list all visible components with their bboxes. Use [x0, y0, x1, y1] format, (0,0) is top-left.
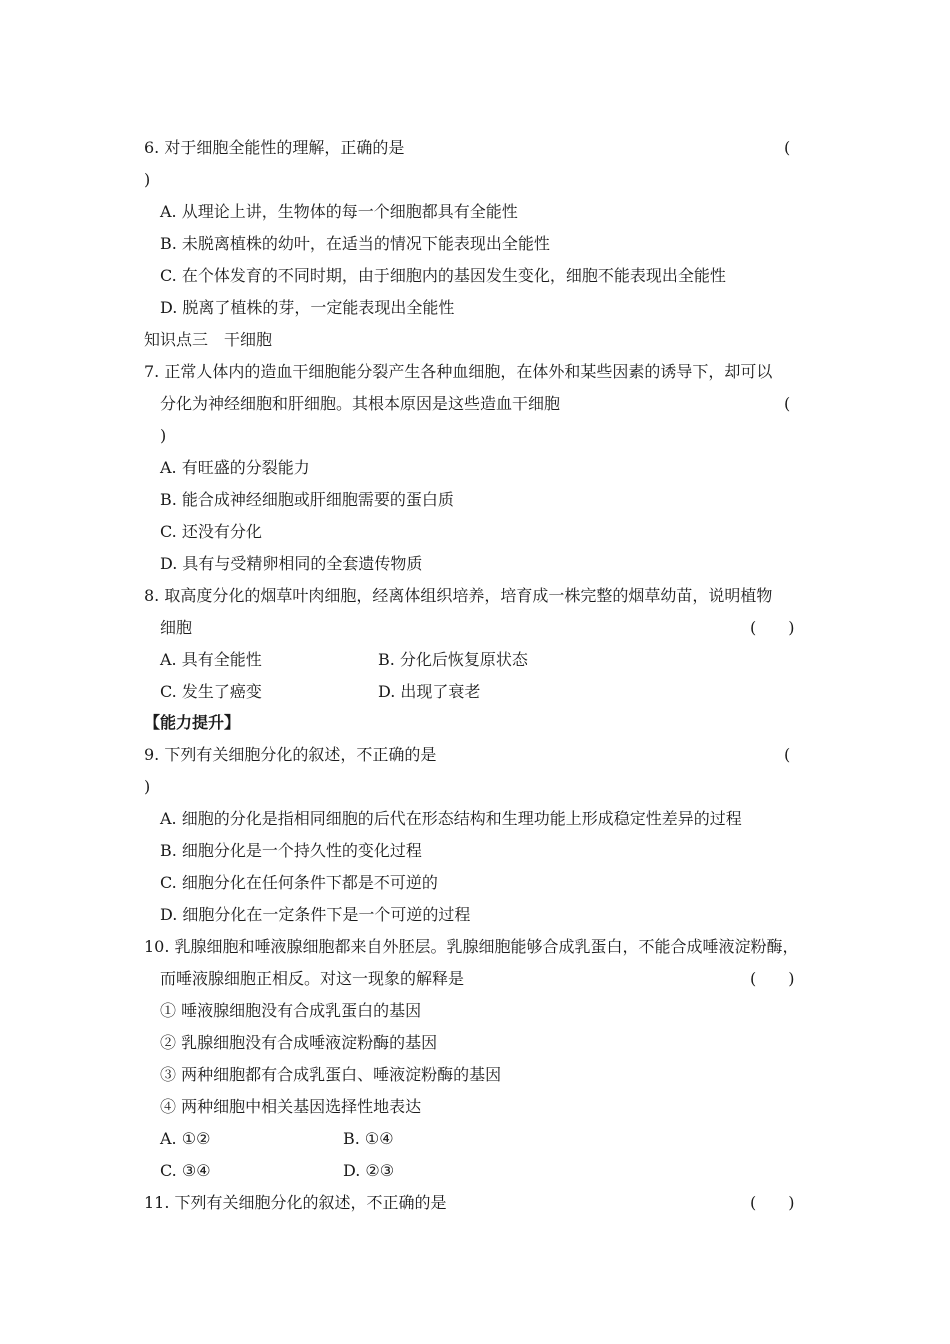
q7-paren-open: (	[784, 394, 791, 413]
q10-stem-line1: 10. 乳腺细胞和唾液腺细胞都来自外胚层。乳腺细胞能够合成乳蛋白，不能合成唾液淀粉酶，	[144, 937, 799, 956]
q9-option-c: C. 细胞分化在任何条件下都是不可逆的	[160, 873, 438, 892]
q10-statement-4: ④ 两种细胞中相关基因选择性地表达	[160, 1097, 422, 1116]
q10-option-b: B. ①④	[343, 1129, 394, 1148]
q10-option-a: A. ①②	[160, 1129, 211, 1148]
q6-option-c: C. 在个体发育的不同时期，由于细胞内的基因发生变化，细胞不能表现出全能性	[160, 266, 726, 285]
q7-stem-line1: 7. 正常人体内的造血干细胞能分裂产生各种血细胞，在体外和某些因素的诱导下，却可以	[144, 362, 773, 381]
q11-stem: 11. 下列有关细胞分化的叙述，不正确的是	[144, 1193, 447, 1212]
q9-stem: 9. 下列有关细胞分化的叙述，不正确的是	[144, 745, 437, 764]
q9-option-a: A. 细胞的分化是指相同细胞的后代在形态结构和生理功能上形成稳定性差异的过程	[160, 809, 742, 828]
q6-stem: 6. 对于细胞全能性的理解，正确的是	[144, 138, 405, 157]
q6-option-d: D. 脱离了植株的芽，一定能表现出全能性	[160, 298, 455, 317]
q9-option-b: B. 细胞分化是一个持久性的变化过程	[160, 841, 422, 860]
q7-option-a: A. 有旺盛的分裂能力	[160, 458, 310, 477]
q6-paren-close: )	[144, 170, 151, 189]
q7-stem-line2: 分化为神经细胞和肝细胞。其根本原因是这些造血干细胞	[160, 394, 561, 413]
q6-option-b: B. 未脱离植株的幼叶，在适当的情况下能表现出全能性	[160, 234, 550, 253]
q10-option-d: D. ②③	[343, 1161, 395, 1180]
q7-option-c: C. 还没有分化	[160, 522, 262, 541]
q6-paren-open: (	[784, 138, 791, 157]
q10-option-c: C. ③④	[160, 1161, 211, 1180]
q10-paren: ( )	[750, 969, 795, 988]
q10-statement-1: ① 唾液腺细胞没有合成乳蛋白的基因	[160, 1001, 422, 1020]
q8-stem-line2: 细胞	[160, 618, 193, 637]
q8-option-d: D. 出现了衰老	[378, 682, 481, 701]
q10-stem-line2: 而唾液腺细胞正相反。对这一现象的解释是	[160, 969, 465, 988]
section-heading-ability: 【能力提升】	[144, 713, 241, 732]
q8-option-a: A. 具有全能性	[160, 650, 262, 669]
q9-option-d: D. 细胞分化在一定条件下是一个可逆的过程	[160, 905, 471, 924]
q10-statement-2: ② 乳腺细胞没有合成唾液淀粉酶的基因	[160, 1033, 438, 1052]
q8-option-b: B. 分化后恢复原状态	[378, 650, 528, 669]
q9-paren-close: )	[144, 777, 151, 796]
q7-option-b: B. 能合成神经细胞或肝细胞需要的蛋白质	[160, 490, 454, 509]
q10-statement-3: ③ 两种细胞都有合成乳蛋白、唾液淀粉酶的基因	[160, 1065, 502, 1084]
q8-option-c: C. 发生了癌变	[160, 682, 262, 701]
q7-paren-close: )	[160, 426, 167, 445]
section-heading-stem-cells: 知识点三 干细胞	[144, 330, 273, 349]
q9-paren-open: (	[784, 745, 791, 764]
q8-stem-line1: 8. 取高度分化的烟草叶肉细胞，经离体组织培养，培育成一株完整的烟草幼苗，说明植物	[144, 586, 773, 605]
q6-option-a: A. 从理论上讲，生物体的每一个细胞都具有全能性	[160, 202, 518, 221]
q11-paren: ( )	[750, 1193, 795, 1212]
q7-option-d: D. 具有与受精卵相同的全套遗传物质	[160, 554, 423, 573]
q8-paren: ( )	[750, 618, 795, 637]
